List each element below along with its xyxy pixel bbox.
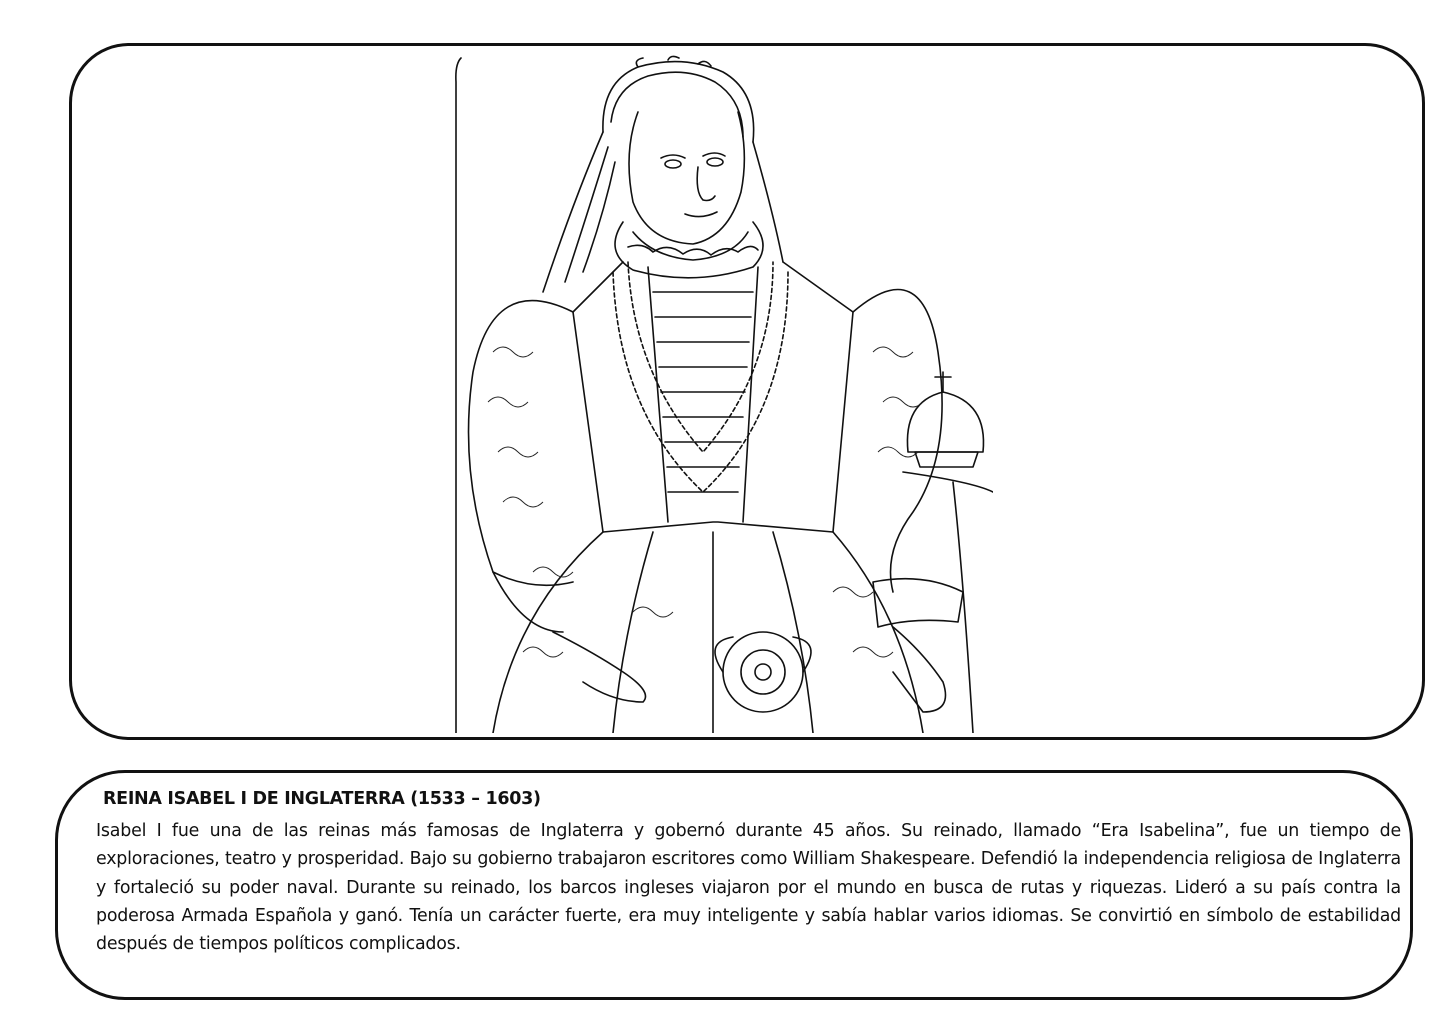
queen-portrait-illustration (453, 52, 993, 733)
card-title: REINA ISABEL I DE INGLATERRA (1533 – 1603) (103, 789, 541, 809)
card-description: Isabel I fue una de las reinas más famosas de Inglaterra y gobernó durante 45 años. Su reinado, llamado “Era Isabelina”, fue un tiempo de exploraciones, teatro y prosperidad. Bajo su gobierno trabajaron escritores como William Shakespeare. Defendió la independencia religiosa de Inglaterra y fortaleció su poder naval. Durante su reinado, los barcos ingleses viajaron por el mundo en busca de rutas y riquezas. Lideró a su país contra la poderosa Armada Española y ganó. Tenía un carácter fuerte, era muy inteligente y sabía hablar varios idiomas. Se convirtió en símbolo de estabilidad después de tiempos políticos complicados. (96, 821, 1401, 955)
